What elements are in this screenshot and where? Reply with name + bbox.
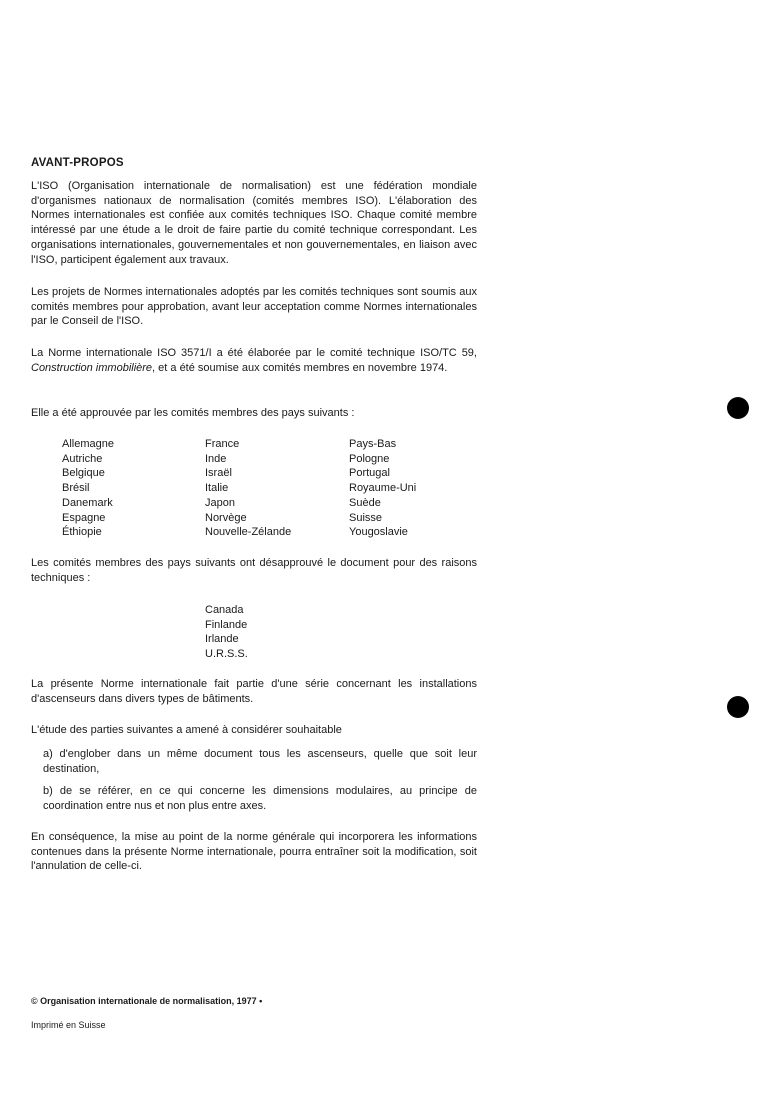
approved-countries-column-1 [62, 437, 114, 540]
country-item: Suisse [349, 511, 383, 524]
list-item-b: b) de se référer, en ce qui concerne les dimensions modulaires, au principe de coordination entre nus et non plus entre axes. [43, 785, 477, 812]
country-item: Israël [205, 467, 232, 480]
paragraph-approved-intro: Elle a été approuvée par les comités membres des pays suivants : [31, 407, 355, 419]
country-item: Yougoslavie [349, 526, 408, 539]
country-item: France [205, 438, 240, 450]
country-item: Canada [205, 604, 244, 616]
copyright-notice: © Organisation internationale de normalisation, 1977 • [31, 996, 263, 1006]
approved-countries-column-2 [205, 437, 291, 540]
paragraph-consequence: En conséquence, la mise au point de la norme générale qui incorporera les informations contenues dans la présente Norme internationale, pourra entraîner soit la modification, soit l'annulation de celle-ci. [31, 831, 477, 873]
disapproved-countries-list [205, 603, 248, 662]
country-item: Nouvelle-Zélande [205, 526, 292, 539]
country-item: Pologne [349, 452, 390, 465]
country-item: Norvège [205, 511, 247, 524]
standard-origin-text: La Norme internationale ISO 3571/I a été élaborée par le comité technique ISO/TC 59, [31, 347, 477, 359]
page-title: AVANT-PROPOS [31, 157, 124, 169]
country-item: Portugal [349, 467, 390, 480]
country-item: Inde [205, 452, 227, 465]
country-item: Danemark [62, 496, 113, 509]
country-item: Espagne [62, 511, 106, 524]
paragraph-iso-intro: L'ISO (Organisation internationale de normalisation) est une fédération mondiale d'organismes nationaux de normalisation (comités membres ISO). L'élaboration des Normes internationales est confiée aux comités techniques ISO. Chaque comité membre intéressé par une étude a le droit de faire partie du comité technique correspondant. Les organisations internationales, gouvernementales et non gouvernementales, en liaison avec l'ISO, participent également aux travaux. [31, 180, 477, 266]
paragraph-disapproved-intro: Les comités membres des pays suivants ont désapprouvé le document pour des raisons techniques : [31, 557, 477, 584]
printed-in-notice: Imprimé en Suisse [31, 1020, 106, 1030]
punch-hole-top [727, 397, 749, 419]
paragraph-draft-approval: Les projets de Normes internationales adoptés par les comités techniques sont soumis aux comités membres pour approbation, avant leur acceptation comme Normes internationales par le Conseil de l'ISO. [31, 286, 477, 328]
country-item: Suède [349, 496, 381, 509]
punch-hole-bottom [727, 696, 749, 718]
country-item: Pays-Bas [349, 438, 397, 450]
country-item: U.R.S.S. [205, 648, 248, 661]
country-item: Royaume-Uni [349, 482, 417, 495]
country-item: Éthiopie [62, 526, 102, 539]
country-item: Autriche [62, 452, 103, 465]
committee-title: Construction immobilière [31, 361, 153, 374]
country-item: Finlande [205, 618, 248, 631]
paragraph-study-intro: L'étude des parties suivantes a amené à considérer souhaitable [31, 724, 342, 736]
approved-countries-column-3 [349, 437, 416, 540]
paragraph-series-note: La présente Norme internationale fait partie d'une série concernant les installations d'ascenseurs dans divers types de bâtiments. [31, 678, 477, 705]
list-item-a: a) d'englober dans un même document tous les ascenseurs, quelle que soit leur destination, [43, 748, 477, 775]
country-item: Allemagne [62, 438, 114, 450]
standard-origin-text-end: , et a été soumise aux comités membres en novembre 1974. [152, 361, 448, 374]
country-item: Brésil [62, 482, 90, 495]
country-item: Italie [205, 482, 229, 495]
country-item: Belgique [62, 467, 105, 480]
paragraph-standard-origin [31, 346, 477, 375]
country-item: Irlande [205, 633, 239, 646]
country-item: Japon [205, 496, 235, 509]
